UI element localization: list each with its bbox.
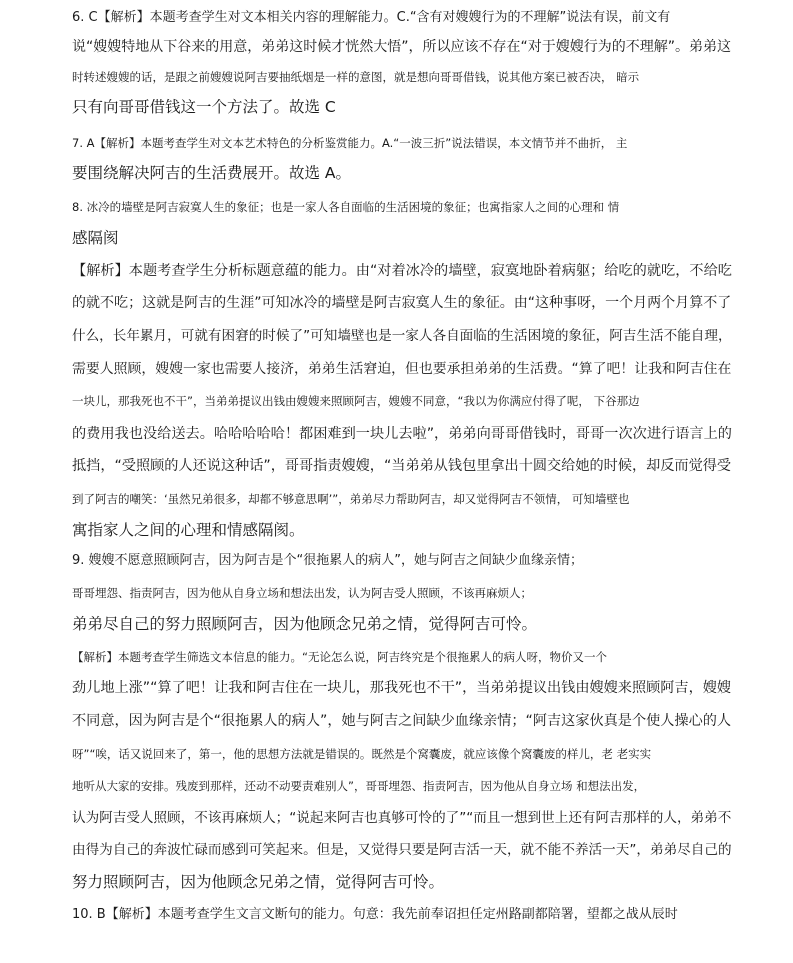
answer-6-line-1: 6. C【解析】本题考查学生对文本相关内容的理解能力。C.“含有对嫂嫂行为的不理解”说法有误，前文有 — [72, 10, 671, 25]
analysis-9-line-5: 地听从大家的安排。残废到那样，还动不动要责难别人”，哥哥埋怨、指责阿吉，因为他从自身立场 和想法出发， — [72, 779, 646, 793]
analysis-9-line-6: 认为阿吉受人照顾，不该再麻烦人；“说起来阿吉也真够可怜的了”“而且一想到世上还有阿吉那样的人，弟弟不 — [72, 810, 732, 826]
answer-10-line-1: 10. B【解析】本题考查学生文言文断句的能力。句意：我先前奉诏担任定州路副都陪署，望都之战从辰时 — [72, 907, 678, 922]
answer-9-line-3: 弟弟尽自己的努力照顾阿吉，因为他顾念兄弟之情，觉得阿吉可怜。 — [72, 615, 538, 633]
analysis-8-line-8: 到了阿吉的嘲笑：‘虽然兄弟很多，却都不够意思啊’”，弟弟尽力帮助阿吉，却又觉得阿吉不领情， 可知墙壁也 — [72, 492, 630, 506]
analysis-8-line-1: 【解析】本题考查学生分析标题意蕴的能力。由“对着冰冷的墙壁，寂寞地卧着病躯；给吃的就吃，不给吃 — [72, 263, 732, 279]
answer-9-line-1: 9. 嫂嫂不愿意照顾阿吉，因为阿吉是个“很拖累人的病人”，她与阿吉之间缺少血缘亲情； — [72, 553, 584, 568]
answer-7-line-1: 7. A【解析】本题考查学生对文本艺术特色的分析鉴赏能力。A.“一波三折”说法错误，本文情节并不曲折， 主 — [72, 136, 628, 150]
analysis-8-line-3: 什么，长年累月，可就有困窘的时候了”可知墙壁也是一家人各自面临的生活困境的象征，阿吉生活不能自理， — [72, 328, 732, 344]
analysis-8-line-5: 一块儿，那我死也不干”，当弟弟提议出钱由嫂嫂来照顾阿吉，嫂嫂不同意，“我以为你满应付得了呢， 下谷那边 — [72, 394, 640, 408]
analysis-9-line-4: 呀”“唉，话又说回来了，第一，他的思想方法就是错误的。既然是个窝囊废，就应该像个窝囊废的样儿，老 老实实 — [72, 747, 652, 761]
answer-8-line-2: 感隔阂 — [72, 229, 119, 247]
answer-9-line-2: 哥哥埋怨、指责阿吉，因为他从自身立场和想法出发，认为阿吉受人照顾，不该再麻烦人； — [72, 586, 532, 600]
analysis-9-line-8: 努力照顾阿吉，因为他顾念兄弟之情，觉得阿吉可怜。 — [72, 873, 445, 891]
answer-8-line-1: 8. 冰冷的墙壁是阿吉寂寞人生的象征；也是一家人各自面临的生活困境的象征；也寓指家人之间的心理和 情 — [72, 200, 620, 214]
analysis-8-line-2: 的就不吃；这就是阿吉的生涯”可知冰冷的墙壁是阿吉寂寞人生的象征。由“这种事呀，一个月两个月算不了 — [72, 295, 732, 311]
analysis-8-line-9: 寓指家人之间的心理和情感隔阂。 — [72, 521, 305, 539]
answer-6-line-3: 时转述嫂嫂的话，是跟之前嫂嫂说阿吉要抽纸烟是一样的意图，就是想向哥哥借钱，说其他方案已被否决， 暗示 — [72, 70, 640, 84]
analysis-9-line-1: 【解析】本题考查学生筛选文本信息的能力。“无论怎么说，阿吉终究是个很拖累人的病人呀，物价又一个 — [72, 650, 607, 664]
analysis-9-line-3: 不同意，因为阿吉是个“很拖累人的病人”，她与阿吉之间缺少血缘亲情；“阿吉这家伙真是个使人操心的人 — [72, 713, 732, 729]
analysis-8-line-4: 需要人照顾，嫂嫂一家也需要人接济，弟弟生活窘迫，但也要承担弟弟的生活费。“算了吧！让我和阿吉住在 — [72, 361, 732, 377]
answer-7-line-2: 要围绕解决阿吉的生活费展开。故选 A。 — [72, 164, 352, 182]
analysis-9-line-7: 由得为自己的奔波忙碌而感到可笑起来。但是，又觉得只要是阿吉活一天，就不能不养活一天”，弟弟尽自己的 — [72, 842, 732, 858]
answer-6-line-4: 只有向哥哥借钱这一个方法了。故选 C — [72, 98, 336, 116]
analysis-8-line-6: 的费用我也没给送去。哈哈哈哈哈！都困难到一块儿去啦”，弟弟向哥哥借钱时，哥哥一次次进行语言上的 — [72, 426, 732, 442]
answer-6-line-2: 说“嫂嫂特地从下谷来的用意，弟弟这时候才恍然大悟”，所以应该不存在“对于嫂嫂行为的不理解”。弟弟这 — [72, 39, 732, 55]
analysis-8-line-7: 抵挡，“受照顾的人还说这种话”，哥哥指责嫂嫂，“当弟弟从钱包里拿出十圆交给她的时候，却反而觉得受 — [72, 458, 732, 474]
analysis-9-line-2: 劲儿地上涨”“算了吧！让我和阿吉住在一块儿，那我死也不干”，当弟弟提议出钱由嫂嫂来照顾阿吉，嫂嫂 — [72, 680, 732, 696]
